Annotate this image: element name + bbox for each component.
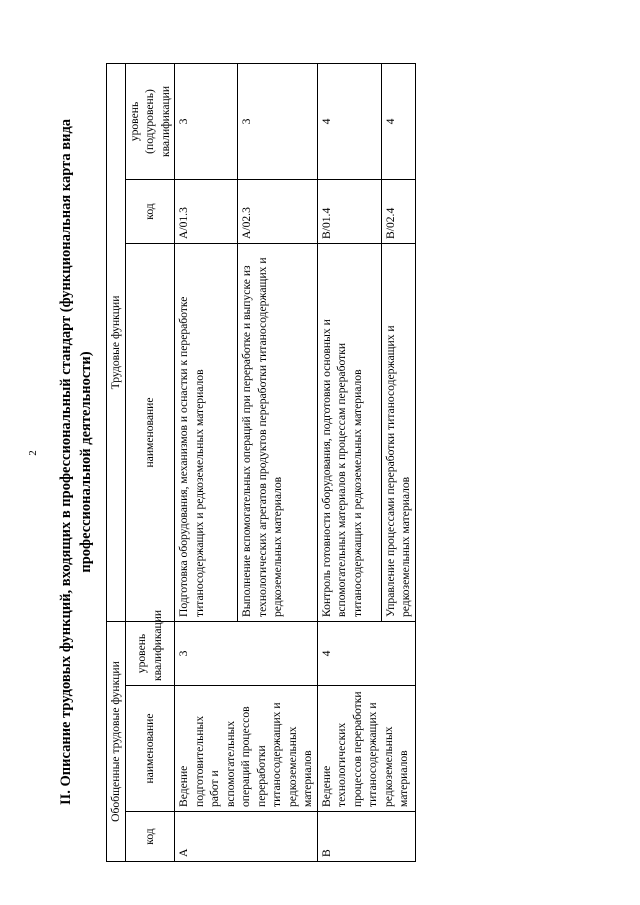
table-row [175,63,238,861]
labor-function-level-cell: 3 [238,63,317,179]
table-row [317,63,381,861]
column-header-labor-name: наименование [125,244,175,622]
functions-table [106,63,416,862]
column-header-code: код [125,812,175,862]
labor-function-level-cell: 4 [317,63,381,179]
column-header-level: уровень квалификации [125,622,175,686]
section-title-line-1: II. Описание трудовых функций, входящих в профессиональный стандарт (функциональная карта вида [58,118,74,806]
labor-function-code-cell: B/02.4 [381,180,415,244]
labor-function-code-cell: B/01.4 [317,180,381,244]
labor-function-code-cell: A/02.3 [238,180,317,244]
labor-function-name-cell: Выполнение вспомогательных операций при переработке и выпуске из технологических агрегатов продуктов переработки титаносодержащих и редкоземельных материалов [238,244,317,622]
labor-function-name-cell: Управление процессами переработки титаносодержащих и редкоземельных материалов [381,244,415,622]
section-title [56,52,104,872]
section-title-line-2: профессиональной деятельности) [78,351,94,573]
labor-function-level-cell: 3 [175,63,238,179]
page-number: 2 [26,450,39,456]
labor-function-code-cell: A/01.3 [175,180,238,244]
labor-function-level-cell: 4 [381,63,415,179]
generalized-functions-header: Обобщенные трудовые функции [107,622,126,862]
generalized-name-cell: Ведение подготовительных работ и вспомогательных операций процессов переработки титаносодержащих и редкоземельных материалов [175,686,318,812]
labor-function-name-cell: Подготовка оборудования, механизмов и оснастки к переработке титаносодержащих и редкоземельных материалов [175,244,238,622]
rotated-page-content [56,52,412,872]
generalized-code-cell: B [317,812,415,862]
column-header-labor-code: код [125,180,175,244]
generalized-level-cell: 3 [175,622,318,686]
column-header-labor-level: уровень (подуровень) квалификации [125,63,175,179]
labor-functions-header: Трудовые функции [107,63,126,621]
column-header-name: наименование [125,686,175,812]
generalized-code-cell: A [175,812,318,862]
generalized-level-cell: 4 [317,622,415,686]
labor-function-name-cell: Контроль готовности оборудования, подготовки основных и вспомогательных материалов к процессам переработки титаносодержащих и редкоземельных материалов [317,244,381,622]
generalized-name-cell: Ведение технологических процессов переработки титаносодержащих и редкоземельных материалов [317,686,415,812]
